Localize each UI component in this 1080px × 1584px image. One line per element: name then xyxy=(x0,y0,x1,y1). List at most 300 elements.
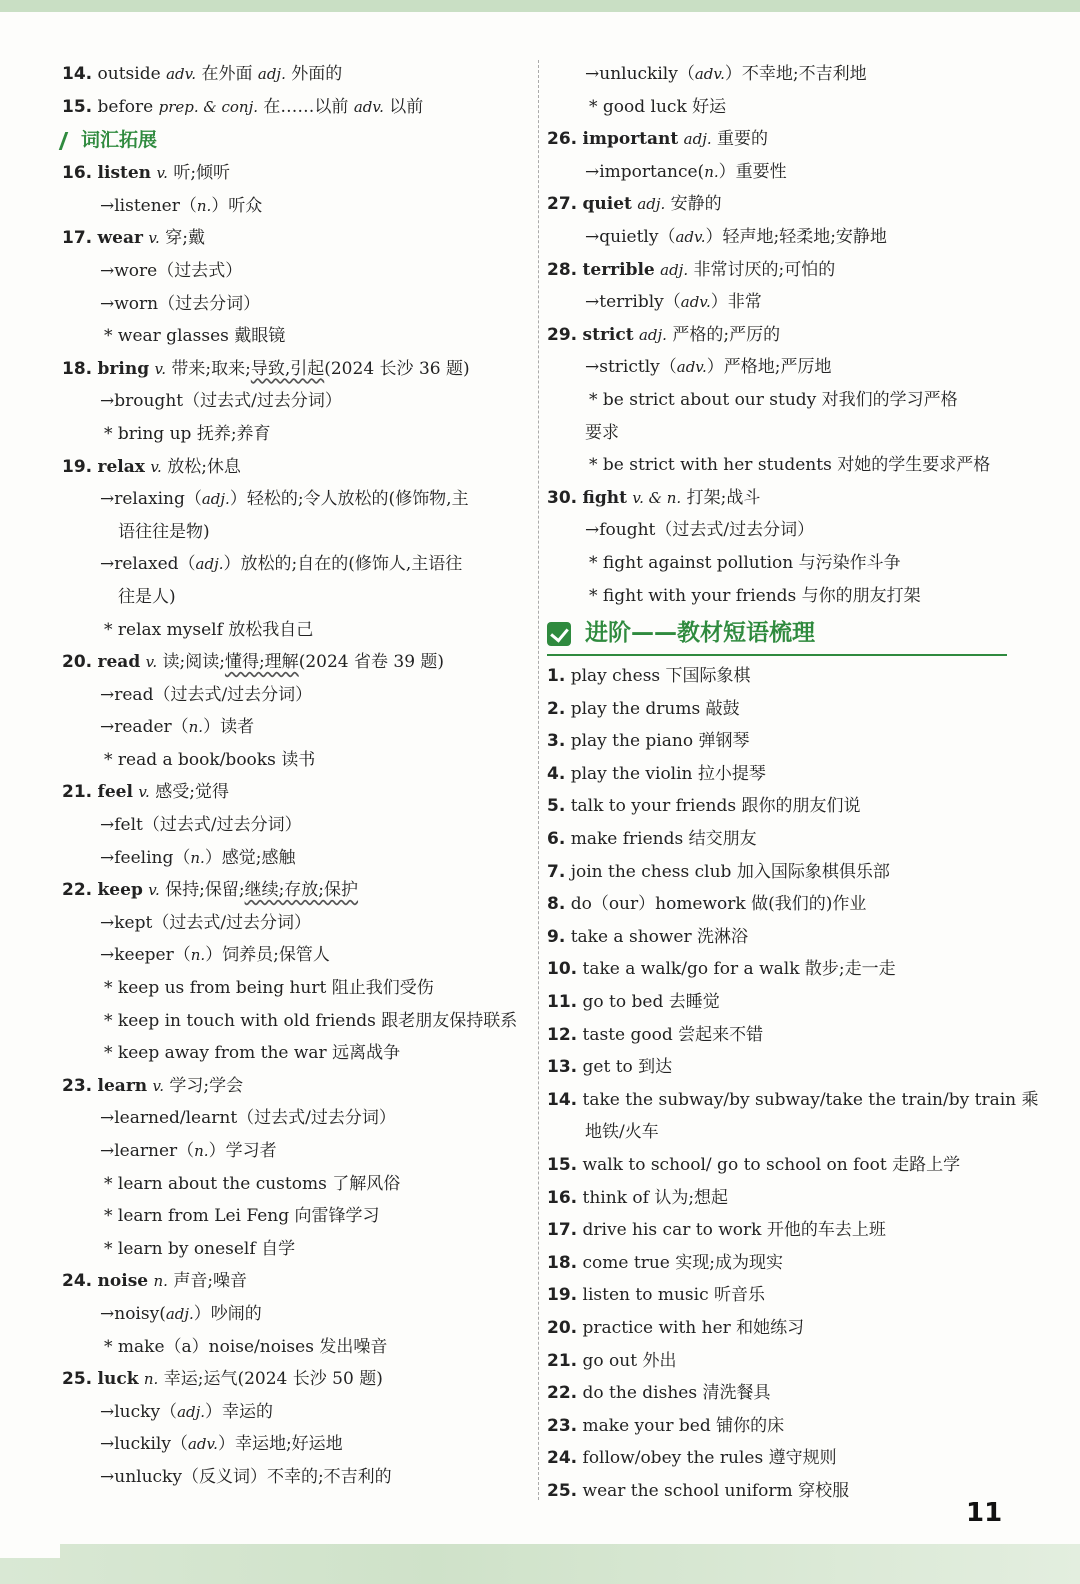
text-segment: 幸运;运气(2024 长沙 50 题) xyxy=(158,1369,383,1390)
text-segment: terrible xyxy=(582,259,655,280)
text-segment: 语往往是物) xyxy=(118,521,210,542)
phrase-number: 10. xyxy=(547,959,578,980)
phrase-number: 7. xyxy=(547,861,566,882)
phrase-number: 8. xyxy=(547,894,566,915)
text-segment: ）幸运的 xyxy=(205,1401,274,1422)
phrase-item xyxy=(547,921,1007,954)
text-segment: 19. xyxy=(62,456,93,477)
phrase-text: take a walk/go for a walk 散步;走一走 xyxy=(582,959,896,980)
part-of-speech: prep. & conj. xyxy=(158,97,259,116)
right-column xyxy=(547,58,1039,1508)
text-segment: 21. xyxy=(62,782,93,803)
phrase-number: 17. xyxy=(547,1220,578,1241)
phrase-text: play the piano 弹钢琴 xyxy=(570,731,750,752)
text-segment: noise xyxy=(97,1271,149,1292)
text-segment: strict xyxy=(582,324,634,345)
phrase-example xyxy=(62,1200,527,1233)
text-segment: n. xyxy=(196,196,212,215)
phrase-text: think of 认为;想起 xyxy=(582,1187,729,1208)
section-heading-vocab-expansion xyxy=(62,123,527,157)
left-column xyxy=(62,58,527,1494)
text-segment: * learn from Lei Feng 向雷锋学习 xyxy=(104,1206,380,1227)
text-segment: 穿;戴 xyxy=(159,228,205,249)
text-segment: →relaxing（ xyxy=(100,489,202,510)
heading-text: 进阶——教材短语梳理 xyxy=(585,620,815,647)
text-segment: v. xyxy=(145,653,158,672)
text-segment: bring xyxy=(97,358,150,379)
text-segment: v. xyxy=(154,359,166,378)
text-segment: n. xyxy=(190,848,205,867)
entry-word: before xyxy=(97,96,159,117)
text-segment: * learn about the customs 了解风俗 xyxy=(104,1173,401,1194)
phrase-number: 21. xyxy=(547,1350,578,1371)
phrase-number: 16. xyxy=(547,1187,578,1208)
entry-number: 14. xyxy=(62,64,93,84)
text-segment: →wore（过去式） xyxy=(100,260,243,281)
phrase-item xyxy=(547,758,1007,791)
text-segment: 17. xyxy=(62,228,93,249)
text-segment: 20. xyxy=(62,652,93,673)
text-segment: v. xyxy=(150,457,162,476)
text-segment: * keep away from the war 远离战争 xyxy=(104,1043,401,1064)
text-segment: 继续;存放;保护 xyxy=(244,880,359,901)
phrase-example xyxy=(547,384,1007,417)
text-segment: listen xyxy=(97,163,152,184)
phrase-example xyxy=(547,580,1007,613)
derivative xyxy=(62,1396,527,1429)
text-segment: fight xyxy=(582,487,627,508)
text-segment: v. xyxy=(156,164,168,183)
phrase-example xyxy=(62,972,527,1005)
phrase-example xyxy=(547,91,1007,124)
text-segment: * read a book/books 读书 xyxy=(104,749,316,770)
text-segment: ）非常 xyxy=(710,292,762,313)
text-segment: ）幸运地;好运地 xyxy=(217,1434,343,1455)
phrase-text: wear the school uniform 穿校服 xyxy=(582,1480,850,1501)
phrase-item xyxy=(547,856,1007,889)
phrase-item xyxy=(547,660,1007,693)
derivative xyxy=(547,351,1007,384)
top-decor-bar xyxy=(0,0,1080,12)
phrase-number: 9. xyxy=(547,926,566,947)
phrase-text: follow/obey the rules 遵守规则 xyxy=(582,1448,837,1469)
part-of-speech: adv. xyxy=(166,65,197,83)
phrase-number: 5. xyxy=(547,796,566,817)
text-segment: 重要的 xyxy=(711,129,769,150)
derivative xyxy=(62,483,527,516)
text-segment: feel xyxy=(97,782,133,803)
text-segment: →learned/learnt（过去式/过去分词） xyxy=(100,1108,396,1129)
text-segment: adj. xyxy=(195,555,224,574)
entry-meaning: 以前 xyxy=(383,96,424,117)
entry-number: 15. xyxy=(62,96,93,117)
phrase-text: go out 外出 xyxy=(582,1350,677,1371)
phrase-text: walk to school/ go to school on foot 走路上学 xyxy=(582,1155,961,1175)
text-segment: →feeling（ xyxy=(100,847,191,868)
text-segment: →brought（过去式/过去分词） xyxy=(100,391,342,412)
phrase-item xyxy=(547,725,1007,758)
derivative xyxy=(62,255,527,288)
phrase-example xyxy=(62,614,527,647)
derivative xyxy=(62,288,527,321)
phrase-number: 15. xyxy=(547,1155,578,1175)
text-segment: 22. xyxy=(62,880,93,901)
phrase-example xyxy=(62,1037,527,1070)
text-segment: adj. xyxy=(165,1304,194,1323)
phrase-text: practice with her 和她练习 xyxy=(582,1317,805,1338)
derivative xyxy=(62,1461,527,1494)
entry-30 xyxy=(547,482,1007,515)
text-segment: →relaxed（ xyxy=(100,554,196,575)
entry-15 xyxy=(62,91,527,124)
phrase-number: 19. xyxy=(547,1285,578,1306)
phrase-text: drive his car to work 开他的车去上班 xyxy=(582,1220,886,1241)
text-segment: →strictly（ xyxy=(585,357,677,378)
text-segment: adj. xyxy=(177,1402,206,1421)
text-segment: (2024 长沙 36 题) xyxy=(324,358,470,379)
text-segment: adv. xyxy=(676,358,707,377)
text-segment: →fought（过去式/过去分词） xyxy=(585,520,815,541)
phrase-example xyxy=(62,1233,527,1266)
phrase-example xyxy=(62,320,527,353)
text-segment: adj. xyxy=(637,195,666,214)
text-segment: learn xyxy=(97,1075,148,1096)
text-segment: →reader（ xyxy=(100,717,189,738)
phrase-example xyxy=(62,744,527,777)
text-segment: 往是人) xyxy=(118,586,176,607)
phrase-text: do the dishes 清洗餐具 xyxy=(582,1383,771,1404)
entry-21 xyxy=(62,776,527,809)
text-segment: * fight with your friends 与你的朋友打架 xyxy=(589,585,921,606)
text-segment: ）感觉;感触 xyxy=(204,847,296,868)
text-segment: →terribly（ xyxy=(585,292,681,313)
derivative xyxy=(62,385,527,418)
phrase-number: 3. xyxy=(547,731,566,752)
phrase-item xyxy=(547,1410,1007,1443)
phrase-number: 13. xyxy=(547,1057,578,1078)
phrase-text: take the subway/by subway/take the train/by train 乘 xyxy=(582,1089,1039,1110)
text-segment: ）学习者 xyxy=(208,1141,277,1161)
text-segment: 打架;战斗 xyxy=(681,487,761,508)
text-segment: 18. xyxy=(62,358,93,379)
phrase-list xyxy=(547,660,1039,1507)
phrase-number: 11. xyxy=(547,992,578,1013)
text-segment: * keep us from being hurt 阻止我们受伤 xyxy=(104,978,434,999)
derivative xyxy=(62,679,527,712)
text-segment: n. xyxy=(194,1142,209,1160)
text-segment: * relax myself 放松我自己 xyxy=(104,619,314,640)
phrase-text: join the chess club 加入国际象棋俱乐部 xyxy=(570,861,890,882)
entry-19 xyxy=(62,451,527,484)
entry-18 xyxy=(62,353,527,386)
derivative xyxy=(547,514,1007,547)
phrase-item xyxy=(547,1247,1007,1280)
derivative xyxy=(62,1135,527,1168)
text-segment: 保持;保留; xyxy=(159,880,245,901)
entry-25 xyxy=(62,1363,527,1396)
text-segment: relax xyxy=(97,456,145,477)
text-segment: ）放松的;自在的(修饰人,主语往 xyxy=(223,554,463,575)
phrase-number: 2. xyxy=(547,698,566,719)
text-segment: ）听众 xyxy=(211,195,263,216)
text-segment: 16. xyxy=(62,163,93,184)
derivative xyxy=(62,1298,527,1331)
phrase-text: make friends 结交朋友 xyxy=(570,829,757,850)
derivative xyxy=(62,190,527,223)
section-heading-textbook-phrases xyxy=(547,612,1007,656)
derivative xyxy=(547,221,1007,254)
entry-meaning: 在外面 xyxy=(196,64,258,84)
entry-meaning: 外面的 xyxy=(285,64,343,84)
derivative xyxy=(62,907,527,940)
phrase-item xyxy=(547,1312,1007,1345)
text-segment: 导致,引起 xyxy=(250,358,325,379)
phrase-item xyxy=(547,1019,1007,1052)
text-segment: →listener（ xyxy=(100,195,197,216)
entry-27 xyxy=(547,188,1007,221)
phrase-text: go to bed 去睡觉 xyxy=(582,992,720,1013)
text-segment: →lucky（ xyxy=(100,1401,178,1422)
phrase-example xyxy=(62,418,527,451)
heading-text: 词汇拓展 xyxy=(81,129,158,152)
phrase-number: 23. xyxy=(547,1415,578,1436)
phrase-example xyxy=(62,1005,527,1038)
text-segment: wear xyxy=(97,228,143,249)
derivative xyxy=(62,809,527,842)
phrase-number: 20. xyxy=(547,1317,578,1338)
text-segment: 28. xyxy=(547,259,578,280)
entry-meaning: 在……以前 xyxy=(258,96,354,117)
phrase-number: 24. xyxy=(547,1448,578,1469)
derivative xyxy=(62,1102,527,1135)
derivative xyxy=(62,711,527,744)
phrase-example xyxy=(547,547,1007,580)
text-segment: 声音;噪音 xyxy=(167,1271,248,1292)
part-of-speech: adv. xyxy=(353,97,384,116)
text-segment: →quietly（ xyxy=(585,226,676,247)
text-segment: 带来;取来; xyxy=(165,358,251,379)
text-segment: ）吵闹的 xyxy=(193,1303,262,1324)
phrase-example-cont xyxy=(547,417,1007,450)
bottom-decor-notch xyxy=(0,1528,60,1558)
text-segment: n. xyxy=(190,946,206,965)
phrase-number: 1. xyxy=(547,666,566,687)
phrase-text: taste good 尝起来不错 xyxy=(582,1024,764,1045)
text-segment: (2024 省卷 39 题) xyxy=(298,652,445,673)
text-segment: 懂得;理解 xyxy=(224,652,299,673)
text-segment: 学习;学会 xyxy=(164,1075,244,1096)
text-segment: ）饲养员;保管人 xyxy=(205,945,330,966)
phrase-text: come true 实现;成为现实 xyxy=(582,1252,783,1273)
derivative xyxy=(547,286,1007,319)
phrase-text: get to 到达 xyxy=(582,1057,673,1078)
phrase-item xyxy=(547,1084,1039,1117)
text-segment: * make（a）noise/noises 发出噪音 xyxy=(104,1336,388,1357)
text-segment: * bring up 抚养;养育 xyxy=(104,423,271,444)
entry-22 xyxy=(62,874,527,907)
text-segment: ）读者 xyxy=(203,717,255,738)
phrase-item-cont xyxy=(547,1116,1007,1149)
phrase-text: listen to music 听音乐 xyxy=(582,1285,765,1306)
text-segment: adv. xyxy=(694,65,725,83)
text-segment: ）不幸地;不吉利地 xyxy=(724,64,867,84)
text-segment: v. & n. xyxy=(632,488,682,507)
text-segment: keep xyxy=(97,880,143,901)
phrase-number: 4. xyxy=(547,763,566,784)
part-of-speech: adj. xyxy=(257,65,286,83)
derivative xyxy=(547,156,1007,189)
text-segment: 读;阅读; xyxy=(157,652,225,673)
text-segment: adj. xyxy=(683,130,712,149)
pencil-icon xyxy=(59,132,79,150)
phrase-number: 25. xyxy=(547,1480,578,1501)
text-segment: →noisy( xyxy=(100,1303,166,1324)
phrase-text: make your bed 铺你的床 xyxy=(582,1415,785,1436)
text-segment: →importance( xyxy=(585,161,705,182)
entry-23 xyxy=(62,1070,527,1103)
phrase-item xyxy=(547,1051,1007,1084)
phrase-item xyxy=(547,693,1007,726)
text-segment: 24. xyxy=(62,1271,93,1292)
phrase-item xyxy=(547,1149,1007,1182)
phrase-item xyxy=(547,823,1007,856)
text-segment: adj. xyxy=(638,325,667,344)
text-segment: * good luck 好运 xyxy=(589,96,727,117)
text-segment: →unluckily（ xyxy=(585,64,695,84)
text-segment: ）轻声地;轻柔地;安静地 xyxy=(705,226,887,247)
text-segment: →felt（过去式/过去分词） xyxy=(100,815,302,836)
entry-16 xyxy=(62,157,527,190)
phrase-item xyxy=(547,1377,1007,1410)
text-segment: * be strict about our study 对我们的学习严格 xyxy=(589,389,958,410)
text-segment: →learner（ xyxy=(100,1141,195,1161)
text-segment: 30. xyxy=(547,487,578,508)
phrase-number: 14. xyxy=(547,1089,578,1110)
entry-24 xyxy=(62,1265,527,1298)
phrase-item xyxy=(547,986,1007,1019)
text-segment: adj. xyxy=(660,260,689,279)
bottom-decor-bar xyxy=(0,1544,1080,1584)
text-segment: n. xyxy=(704,162,719,181)
phrase-item xyxy=(547,1279,1007,1312)
text-segment: * be strict with her students 对她的学生要求严格 xyxy=(589,455,991,476)
text-segment: 严格的;严厉的 xyxy=(666,324,781,345)
text-segment: v. xyxy=(152,1076,165,1095)
phrase-text: talk to your friends 跟你的朋友们说 xyxy=(570,796,861,817)
derivative-cont xyxy=(62,581,527,614)
phrase-number: 22. xyxy=(547,1383,578,1404)
text-segment: 安静的 xyxy=(665,194,722,215)
column-divider xyxy=(538,60,539,1500)
text-segment: 感受;觉得 xyxy=(149,782,229,803)
text-segment: * fight against pollution 与污染作斗争 xyxy=(589,552,901,573)
entry-28 xyxy=(547,254,1007,287)
text-segment: adv. xyxy=(675,227,706,246)
entry-word: outside xyxy=(97,64,167,84)
phrase-number: 18. xyxy=(547,1252,578,1273)
text-segment: ）严格地;严厉地 xyxy=(706,357,832,378)
phrase-item xyxy=(547,888,1007,921)
text-segment: adv. xyxy=(187,1435,218,1454)
phrase-item xyxy=(547,1442,1007,1475)
text-segment: 27. xyxy=(547,194,578,215)
phrase-item xyxy=(547,1214,1007,1247)
text-segment: adj. xyxy=(201,490,230,509)
text-segment: luck xyxy=(97,1369,139,1390)
phrase-item xyxy=(547,953,1007,986)
derivative xyxy=(547,58,1007,91)
entry-17 xyxy=(62,222,527,255)
text-segment: 26. xyxy=(547,129,578,150)
text-segment: ）重要性 xyxy=(718,161,787,182)
text-segment: 25. xyxy=(62,1369,93,1390)
phrase-text: do（our）homework 做(我们的)作业 xyxy=(570,894,867,915)
text-segment: adv. xyxy=(680,293,711,312)
derivative xyxy=(62,548,527,581)
text-segment: n. xyxy=(188,718,204,737)
entry-20 xyxy=(62,646,527,679)
text-segment: →read（过去式/过去分词） xyxy=(100,684,313,705)
phrase-example xyxy=(62,1168,527,1201)
text-segment: quiet xyxy=(582,194,632,215)
phrase-text: play the drums 敲鼓 xyxy=(570,698,740,719)
phrase-number: 12. xyxy=(547,1024,578,1045)
phrase-text: 地铁/火车 xyxy=(585,1122,659,1143)
text-segment: n. xyxy=(143,1370,159,1389)
phrase-item xyxy=(547,1345,1007,1378)
text-segment: 23. xyxy=(62,1075,93,1096)
phrase-number: 6. xyxy=(547,829,566,850)
page-number: 11 xyxy=(966,1498,1003,1528)
text-segment: 29. xyxy=(547,324,578,345)
entry-26 xyxy=(547,123,1007,156)
phrase-item xyxy=(547,790,1007,823)
derivative xyxy=(62,1428,527,1461)
derivative xyxy=(62,842,527,875)
text-segment: 非常讨厌的;可怕的 xyxy=(688,259,836,280)
text-segment: →worn（过去分词） xyxy=(100,293,261,314)
text-segment: read xyxy=(97,652,141,673)
phrase-item xyxy=(547,1475,1007,1508)
text-segment: →unlucky（反义词）不幸的;不吉利的 xyxy=(100,1466,392,1487)
text-segment: * wear glasses 戴眼镜 xyxy=(104,326,286,347)
text-segment: ）轻松的;令人放松的(修饰物,主 xyxy=(229,489,469,510)
text-segment: important xyxy=(582,129,679,150)
text-segment: n. xyxy=(153,1272,168,1291)
phrase-text: play chess 下国际象棋 xyxy=(570,666,751,687)
check-icon xyxy=(547,622,571,646)
text-segment: v. xyxy=(148,229,160,248)
derivative xyxy=(62,939,527,972)
text-segment: →keeper（ xyxy=(100,945,191,966)
phrase-text: play the violin 拉小提琴 xyxy=(570,763,766,784)
text-segment: * keep in touch with old friends 跟老朋友保持联系 xyxy=(104,1010,518,1031)
entry-29 xyxy=(547,319,1007,352)
text-segment: 听;倾听 xyxy=(167,163,231,184)
text-segment: →kept（过去式/过去分词） xyxy=(100,912,312,933)
entry-14 xyxy=(62,58,527,91)
text-segment: →luckily（ xyxy=(100,1434,188,1455)
phrase-text: take a shower 洗淋浴 xyxy=(570,926,749,947)
text-segment: 放松;休息 xyxy=(161,456,241,477)
text-segment: 要求 xyxy=(585,422,619,443)
text-segment: v. xyxy=(148,881,160,900)
derivative-cont xyxy=(62,516,527,549)
text-segment: * learn by oneself 自学 xyxy=(104,1238,296,1259)
phrase-example xyxy=(62,1331,527,1364)
phrase-item xyxy=(547,1182,1007,1215)
phrase-example xyxy=(547,449,1007,482)
